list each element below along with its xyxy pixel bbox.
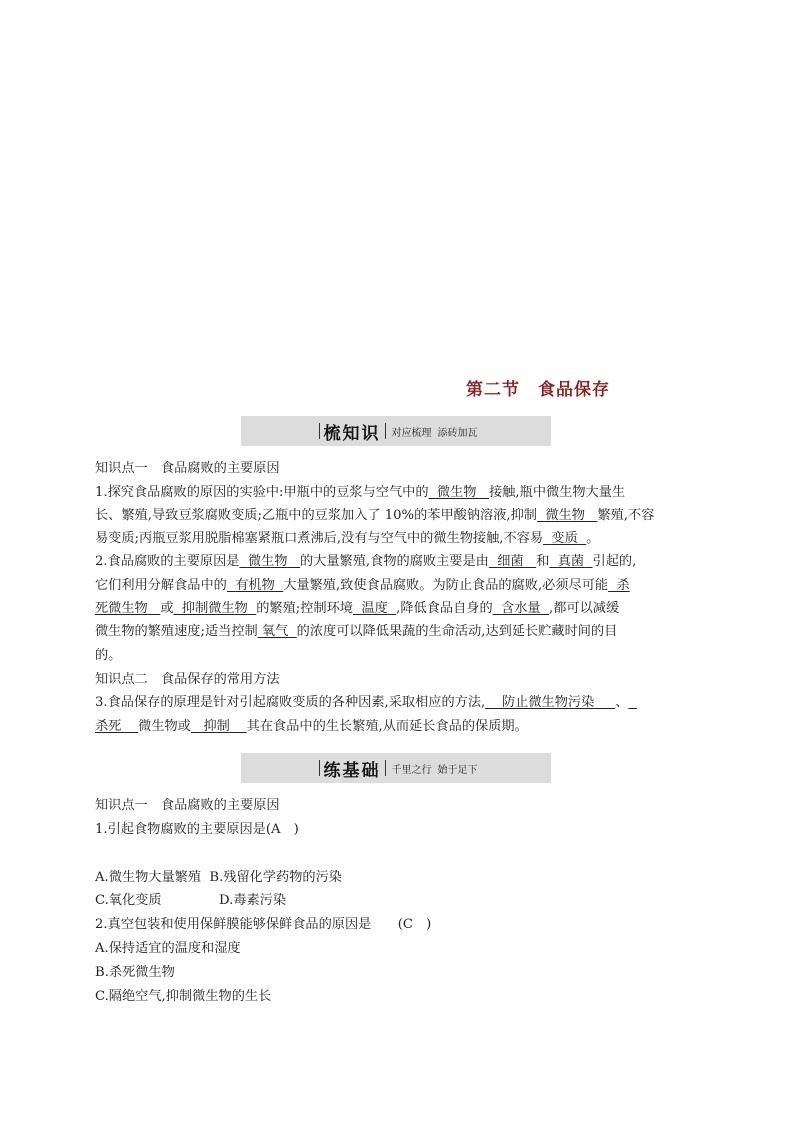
banner-knowledge-subtitle — [392, 424, 478, 439]
knowledge-point-heading: 知识点一 食品腐败的主要原因 — [95, 461, 280, 476]
answer-text: 有机物 — [235, 578, 275, 593]
answer-blank — [543, 531, 586, 546]
answer-text: 防止微生物污染 — [502, 695, 595, 710]
paragraph-line — [95, 600, 619, 617]
banner-subtitle-part: 对应梳理 — [391, 427, 432, 439]
banner-practice-title: 练基础 — [323, 760, 381, 781]
answer-blank — [429, 485, 490, 500]
paragraph-line — [95, 507, 654, 524]
banner-subtitle-part: 始于足下 — [437, 764, 478, 776]
option-a: A.保持适宜的温度和湿度 — [95, 941, 241, 956]
text-segment: 引起的, — [592, 554, 637, 569]
paragraph-line — [95, 718, 528, 735]
paragraph-line — [95, 553, 636, 570]
answer-blank — [174, 601, 257, 616]
answer-blank — [95, 719, 138, 734]
question-2: 2.真空包装和使用保鲜膜能够保鲜食品的原因是 (C ) — [95, 917, 432, 932]
answer-blank — [95, 601, 160, 616]
text-segment: 长、繁殖,导致豆浆腐败变质;乙瓶中的豆浆加入了 10%的苯甲酸钠溶液,抑制 — [95, 508, 537, 523]
banner-knowledge — [241, 416, 551, 446]
answer-blank — [191, 719, 247, 734]
answer-blank — [489, 554, 536, 569]
answer-text: 抑制微生物 — [181, 601, 248, 616]
section-title-part2: 食品保存 — [538, 380, 610, 400]
paragraph-line — [95, 577, 630, 594]
question-1: 1.引起食物腐败的主要原因是(A ) — [95, 822, 299, 837]
text-segment: 它们利用分解食品中的 — [95, 578, 227, 593]
option-c: C.氧化变质 — [95, 893, 162, 908]
banner-divider — [319, 423, 320, 439]
banner-subtitle-part: 添砖加瓦 — [437, 427, 478, 439]
answer-blank — [258, 624, 297, 639]
answer-text: 微生物 — [247, 554, 288, 569]
paragraph-line — [95, 694, 637, 711]
text-segment: 繁殖,不容 — [597, 508, 655, 523]
answer-text: 含水量 — [501, 601, 541, 616]
option-row — [95, 869, 342, 886]
banner-practice-subtitle — [392, 761, 478, 776]
knowledge-point-heading: 知识点二 食品保存的常用方法 — [95, 672, 280, 687]
text-segment: 的大量繁殖,食物的腐败主要是由 — [300, 554, 489, 569]
text-segment: 其在食品中的生长繁殖,从而延长食品的保质期。 — [246, 719, 528, 734]
text-segment: 或 — [160, 601, 174, 616]
answer-blank — [227, 578, 283, 593]
text-segment: ,降低食品自身的 — [396, 601, 493, 616]
answer-text: 抑制 — [203, 719, 230, 734]
option-b: B.残留化学药物的污染 — [209, 870, 342, 885]
knowledge-point-heading: 知识点一 食品腐败的主要原因 — [95, 798, 280, 813]
banner-knowledge-title: 梳知识 — [323, 423, 381, 444]
option-c: C.隔绝空气,抑制微生物的生长 — [95, 989, 272, 1004]
banner-divider — [319, 760, 320, 776]
banner-subtitle-part: 千里之行 — [391, 764, 432, 776]
answer-text: 真菌 — [557, 554, 585, 569]
text-segment: 大量繁殖,致使食品腐败。为防止食品的腐败,必须尽可能 — [283, 578, 609, 593]
answer-text: 死微生物 — [95, 601, 148, 616]
text-segment: 、 — [615, 695, 629, 710]
banner-practice — [241, 753, 551, 783]
answer-blank — [353, 601, 396, 616]
answer-blank — [537, 508, 598, 523]
text-segment: 微生物的繁殖速度;适当控制 — [95, 624, 258, 639]
paragraph-line — [95, 530, 599, 547]
answer-blank — [485, 695, 615, 710]
text-segment: 微生物或 — [138, 719, 191, 734]
answer-text: 杀 — [616, 578, 630, 593]
answer-blank — [608, 578, 630, 593]
option-a: A.微生物大量繁殖 — [95, 870, 202, 885]
banner-divider — [385, 760, 386, 776]
answer-text: 杀死 — [95, 719, 122, 734]
text-segment: 的浓度可以降低果蔬的生命活动,达到延长贮藏时间的目 — [296, 624, 618, 639]
answer-text: 温度 — [361, 601, 388, 616]
banner-divider — [385, 423, 386, 439]
answer-blank — [493, 601, 549, 616]
answer-text: 微生物 — [545, 508, 585, 523]
text-segment: 易变质;丙瓶豆浆用脱脂棉塞紧瓶口煮沸后,没有与空气中的微生物接触,不容易 — [95, 531, 544, 546]
text-segment: 。 — [586, 531, 600, 546]
text-segment: 2.食品腐败的主要原因是 — [95, 554, 240, 569]
section-title — [466, 375, 610, 400]
answer-blank — [239, 554, 300, 569]
paragraph-line — [95, 484, 625, 501]
text-segment: 接触,瓶中微生物大量生 — [489, 485, 626, 500]
text-segment: ,都可以减缓 — [549, 601, 620, 616]
option-d: D.毒素污染 — [219, 893, 287, 908]
text-segment: 和 — [536, 554, 550, 569]
answer-blank — [628, 695, 636, 710]
paragraph-line: 的。 — [95, 648, 122, 663]
text-segment: 的繁殖;控制环境 — [256, 601, 353, 616]
answer-blank — [549, 554, 592, 569]
option-row — [95, 892, 286, 909]
answer-text: 变质 — [551, 531, 578, 546]
answer-text: 细菌 — [497, 554, 524, 569]
option-b: B.杀死微生物 — [95, 965, 175, 980]
text-segment: 1.探究食品腐败的原因的实验中:甲瓶中的豆浆与空气中的 — [95, 485, 429, 500]
paragraph-line — [95, 623, 617, 640]
text-segment: 3.食品保存的原理是针对引起腐败变质的各种因素,采取相应的方法, — [95, 695, 486, 710]
answer-text: 氧气 — [261, 624, 289, 639]
section-title-part1: 第二节 — [466, 380, 520, 400]
answer-text: 微生物 — [436, 485, 477, 500]
